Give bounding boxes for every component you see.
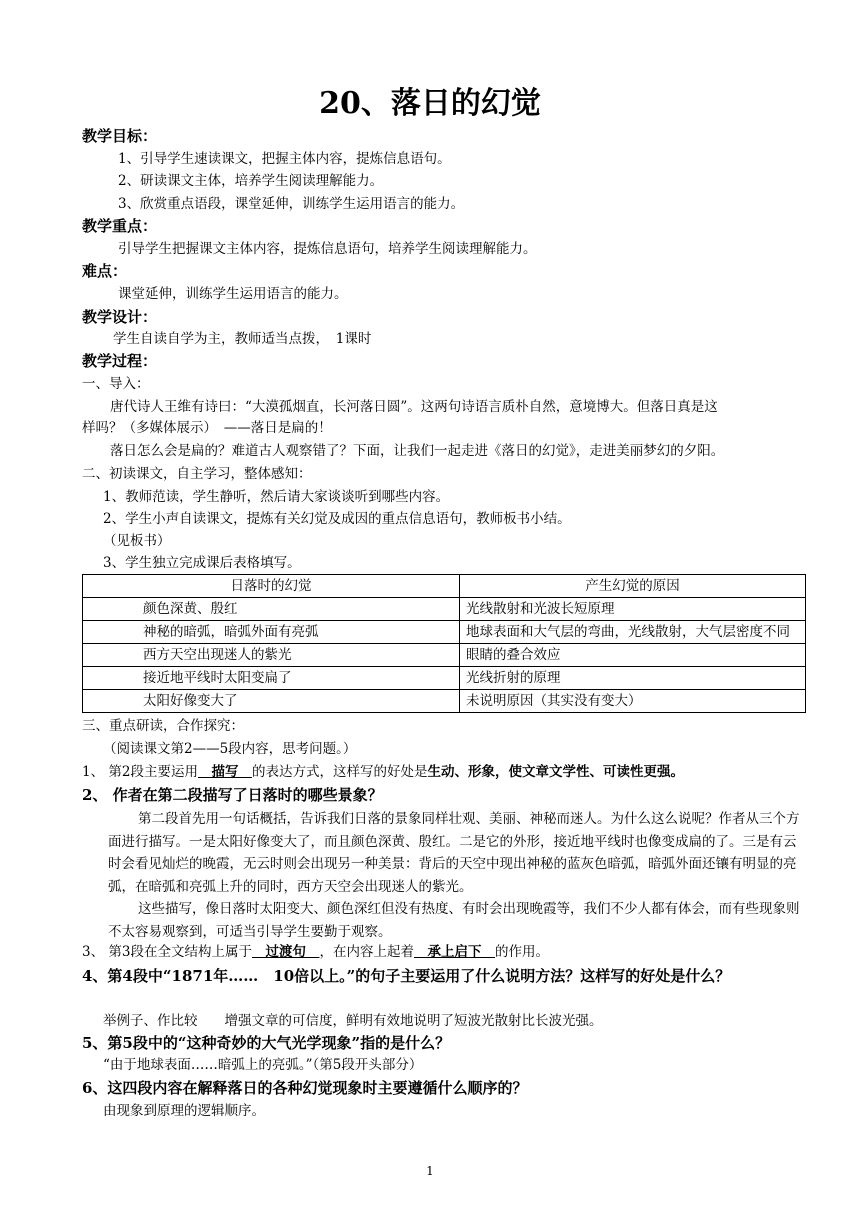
question-3-middle: ，在内容上起着 — [319, 944, 414, 960]
question-4-answer: 举例子、作比较 增强文章的可信度，鲜明有效地说明了短波光散射比长波光强。 — [103, 1013, 603, 1029]
question-3 — [82, 942, 818, 962]
question-3-suffix: 的作用。 — [494, 944, 549, 960]
table-cell: 颜色深黄、殷红 — [83, 598, 460, 621]
process-heading: 教学过程： — [82, 352, 158, 370]
section-2-note: （见板书） — [103, 533, 171, 549]
table-cell: 光线散射和光波长短原理 — [460, 598, 806, 621]
intro-paragraph-2: 落日怎么会是扁的？难道古人观察错了？下面，让我们一起走进《落日的幻觉》，走进美丽梦幻的夕阳。 — [110, 443, 725, 459]
question-4: 4、第4段中“1871年…… 10倍以上。”的句子主要运用了什么说明方法？这样写的好处是什么？ — [82, 967, 731, 985]
table-row — [83, 621, 806, 644]
section-2-title: 二、初读课文，自主学习，整体感知： — [82, 466, 312, 482]
goal-item-3: 3、欣赏重点语段，课堂延伸，训练学生运用语言的能力。 — [118, 196, 465, 212]
section-3-note: （阅读课文第2——5段内容，思考问题。） — [103, 741, 357, 757]
question-2-answer-1: 第二段首先用一句话概括，告诉我们日落的景象同样壮观、美丽、神秘而迷人。为什么这么说呢？作者从三个方面进行描写。一是太阳好像变大了，而且颜色深黄、殷红。二是它的外形，接近地平线时也像变成扁的了。三是有云时会看见灿烂的晚霞，无云时则会出现另一种美景：背后的天空中现出神秘的蓝灰色暗弧，暗弧外面还镶有明显的亮弧，在暗弧和亮弧上升的同时，西方天空会出现迷人的紫光。 — [108, 811, 800, 895]
goal-item-2: 2、研读课文主体，培养学生阅读理解能力。 — [118, 173, 384, 189]
table-cell: 太阳好像变大了 — [83, 690, 460, 713]
section-2-item-2: 2、学生小声自读课文，提炼有关幻觉及成因的重点信息语句，教师板书小结。 — [103, 511, 571, 527]
question-6: 6、这四段内容在解释落日的各种幻觉现象时主要遵循什么顺序的？ — [82, 1079, 528, 1097]
question-1-answer: 生动、形象，使文章文学性、可读性更强。 — [427, 764, 684, 780]
difficulty-text: 课堂延伸，训练学生运用语言的能力。 — [118, 286, 348, 302]
goal-item-1: 1、引导学生速读课文，把握主体内容，提炼信息语句。 — [118, 151, 451, 167]
section-2-item-1: 1、教师范读，学生静听，然后请大家谈谈听到哪些内容。 — [103, 489, 450, 505]
focus-text: 引导学生把握课文主体内容，提炼信息语句，培养学生阅读理解能力。 — [118, 241, 537, 257]
page-title: 20、落日的幻觉 — [319, 86, 541, 121]
question-5-answer: “由于地球表面……暗弧上的亮弧。”（第5段开头部分） — [103, 1057, 423, 1073]
question-1-middle: 的表达方式，这样写的好处是 — [251, 764, 428, 780]
intro-paragraph-1b: 样吗？（多媒体展示） ——落日是扁的！ — [82, 420, 332, 436]
page-number: 1 — [426, 1164, 434, 1178]
question-5: 5、第5段中的“这种奇妙的大气光学现象”指的是什么？ — [82, 1034, 451, 1052]
goals-heading: 教学目标： — [82, 127, 158, 145]
focus-heading: 教学重点： — [82, 217, 158, 235]
intro-paragraph-1a: 唐代诗人王维有诗曰：“大漠孤烟直，长河落日圆”。这两句诗语言质朴自然，意境博大。但落日真是这 — [110, 399, 718, 415]
question-1 — [82, 762, 818, 782]
section-3-title: 三、重点研读，合作探究： — [82, 718, 244, 734]
table-row — [83, 667, 806, 690]
table-cell: 接近地平线时太阳变扁了 — [83, 667, 460, 690]
table-cell: 神秘的暗弧，暗弧外面有亮弧 — [83, 621, 460, 644]
table-header-cause: 产生幻觉的原因 — [460, 575, 806, 598]
design-heading: 教学设计： — [82, 308, 158, 326]
question-6-answer: 由现象到原理的逻辑顺序。 — [103, 1103, 265, 1119]
table-cell: 地球表面和大气层的弯曲，光线散射，大气层密度不同 — [460, 621, 806, 644]
question-2-answer-2: 这些描写，像日落时太阳变大、颜色深红但没有热度、有时会出现晚霞等，我们不少人都有体会，而有些现象则不太容易观察到，可适当引导学生要勤于观察。 — [108, 901, 800, 940]
section-2-item-3: 3、学生独立完成课后表格填写。 — [103, 555, 301, 571]
design-text: 学生自读自学为主，教师适当点拨， 1课时 — [113, 331, 372, 347]
table-row — [83, 644, 806, 667]
table-row — [83, 690, 806, 713]
question-3-blank-1: 过渡句 — [251, 944, 320, 960]
table-header-row — [83, 575, 806, 598]
table-header-illusion: 日落时的幻觉 — [83, 575, 460, 598]
difficulty-heading: 难点： — [82, 262, 128, 280]
illusion-table — [82, 574, 806, 713]
question-3-prefix: 3、 第3段在全文结构上属于 — [82, 944, 252, 960]
question-2: 2、 作者在第二段描写了日落时的哪些景象？ — [82, 786, 383, 804]
question-3-blank-2: 承上启下 — [413, 944, 495, 960]
table-cell: 未说明原因（其实没有变大） — [460, 690, 806, 713]
table-cell: 西方天空出现迷人的紫光 — [83, 644, 460, 667]
question-1-blank: 描写 — [197, 764, 252, 780]
table-row — [83, 598, 806, 621]
table-cell: 眼睛的叠合效应 — [460, 644, 806, 667]
question-1-prefix: 1、 第2段主要运用 — [82, 764, 198, 780]
section-1-title: 一、导入： — [82, 376, 150, 392]
table-cell: 光线折射的原理 — [460, 667, 806, 690]
